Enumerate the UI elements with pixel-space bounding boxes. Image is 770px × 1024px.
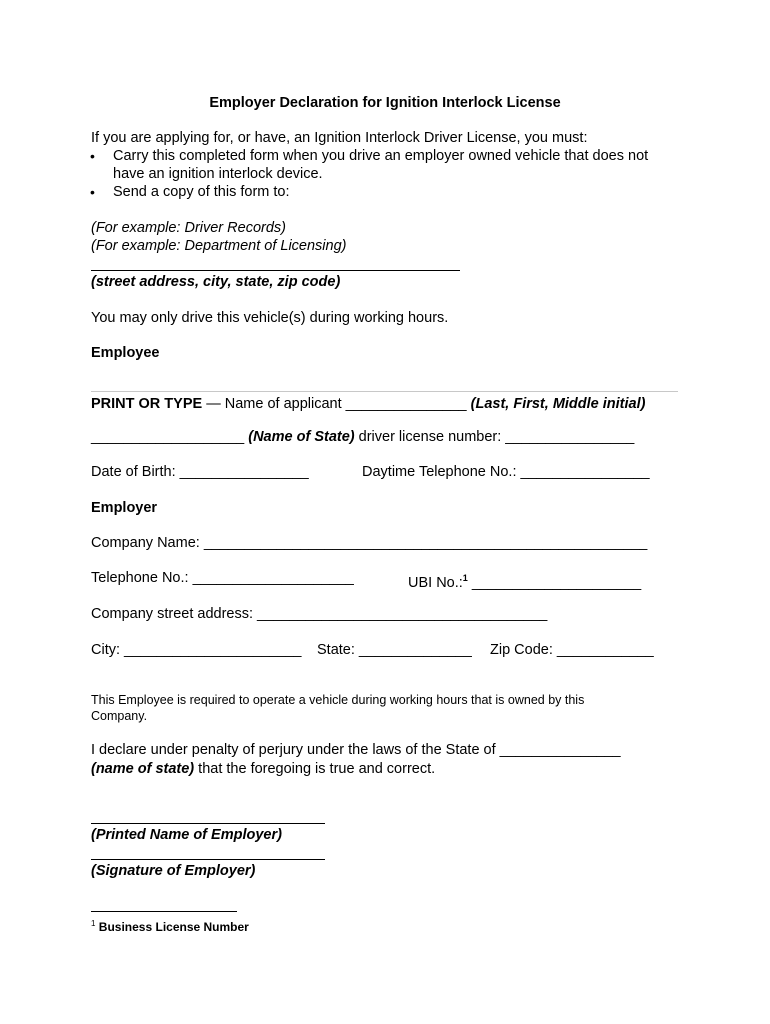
- requirement-line-2: Company.: [91, 709, 148, 723]
- intro-text: If you are applying for, or have, an Ignition Interlock Driver License, you must:: [91, 130, 588, 146]
- employer-heading: Employer: [91, 500, 158, 516]
- page-title: Employer Declaration for Ignition Interlock License: [209, 95, 561, 111]
- date-of-birth-field: Date of Birth: ________________: [91, 464, 309, 480]
- footnote-number: 1: [91, 919, 96, 928]
- signature-label: (Signature of Employer): [91, 863, 256, 879]
- applicant-name-label: — Name of applicant _______________: [202, 396, 471, 412]
- city-field: City: ______________________: [91, 642, 302, 658]
- section-divider: [91, 391, 678, 392]
- company-name-field: Company Name: _______________________________________________________: [91, 535, 648, 551]
- footnote-separator: [91, 911, 237, 912]
- footnote: [91, 915, 249, 936]
- employee-heading: Employee: [91, 345, 160, 361]
- example-department: (For example: Department of Licensing): [91, 238, 347, 254]
- license-number-label: driver license number: ________________: [354, 429, 635, 445]
- footnote-text: Business License Number: [98, 920, 249, 934]
- applicant-name-hint: (Last, First, Middle initial): [470, 396, 646, 412]
- signature-line: [91, 859, 325, 860]
- zip-code-field: Zip Code: ____________: [490, 642, 654, 658]
- state-field: State: ______________: [317, 642, 472, 658]
- address-line: [91, 270, 460, 271]
- ubi-blank: _____________________: [467, 574, 642, 591]
- printed-name-label: (Printed Name of Employer): [91, 827, 282, 843]
- address-label: (street address, city, state, zip code): [91, 274, 341, 290]
- bullet-1-line-2: have an ignition interlock device.: [113, 166, 323, 182]
- daytime-phone-field: Daytime Telephone No.: ________________: [362, 464, 650, 480]
- requirement-line-1: This Employee is required to operate a vehicle during working hours that is owned by this: [91, 693, 585, 707]
- ubi-label: UBI No.:: [408, 574, 463, 591]
- company-street-field: Company street address: ____________________________________: [91, 606, 548, 622]
- print-or-type-label: PRINT OR TYPE: [91, 396, 203, 412]
- bullet-dot: •: [90, 148, 95, 164]
- ubi-field: [408, 569, 641, 592]
- bullet-2: Send a copy of this form to:: [113, 184, 290, 200]
- license-number-field: [91, 428, 634, 446]
- license-state-hint: (Name of State): [248, 429, 355, 445]
- bullet-dot: •: [90, 184, 95, 200]
- license-state-blank: ___________________: [91, 429, 249, 445]
- telephone-field: Telephone No.: ____________________: [91, 570, 354, 586]
- declaration-line-1: I declare under penalty of perjury under the laws of the State of _______________: [91, 742, 621, 758]
- printed-name-line: [91, 823, 325, 824]
- working-hours-text: You may only drive this vehicle(s) during working hours.: [91, 310, 449, 326]
- ubi-footnote-ref: 1: [462, 573, 468, 583]
- declaration-line-2: [91, 760, 435, 778]
- applicant-name-field: [91, 395, 645, 413]
- example-driver-records: (For example: Driver Records): [91, 220, 286, 236]
- declaration-state-hint: (name of state): [91, 761, 195, 777]
- bullet-1-line-1: Carry this completed form when you drive an employer owned vehicle that does not: [113, 148, 649, 164]
- declaration-rest: that the foregoing is true and correct.: [194, 761, 436, 777]
